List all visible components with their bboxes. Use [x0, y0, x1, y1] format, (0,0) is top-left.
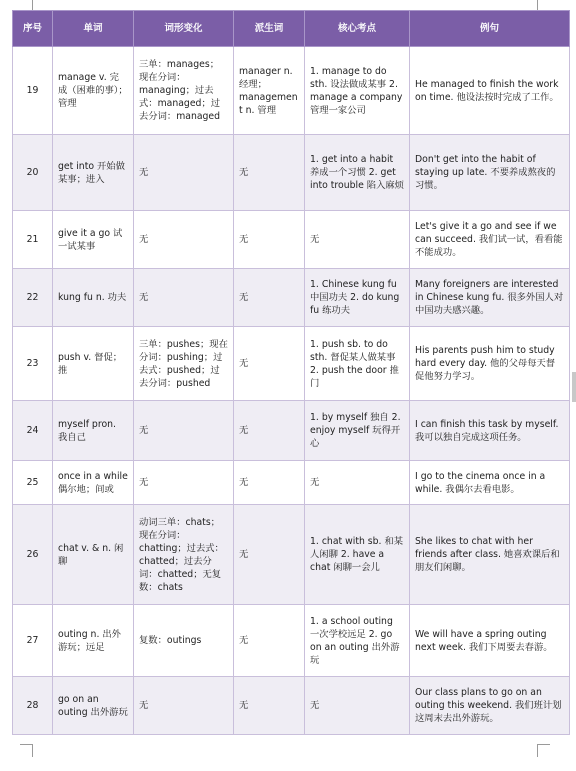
row-points: 1. chat with sb. 和某人闲聊 2. have a chat 闲聊一会儿	[305, 505, 410, 605]
row-index: 19	[13, 47, 53, 135]
row-example: His parents push him to study hard every day. 他的父母每天督促他努力学习。	[410, 327, 570, 401]
table-row	[13, 269, 570, 327]
table-row	[13, 211, 570, 269]
row-derived: 无	[234, 461, 305, 505]
page-corner-mark	[20, 744, 33, 757]
row-forms: 无	[134, 677, 234, 735]
row-example: I can finish this task by myself. 我可以独自完成这项任务。	[410, 401, 570, 461]
table-row	[13, 401, 570, 461]
row-derived: 无	[234, 269, 305, 327]
row-index: 21	[13, 211, 53, 269]
row-forms: 无	[134, 461, 234, 505]
scrollbar-thumb[interactable]	[572, 372, 576, 402]
row-index: 27	[13, 605, 53, 677]
vocabulary-table	[12, 10, 570, 735]
row-points: 1. manage to do sth. 设法做成某事 2. manage a company 管理一家公司	[305, 47, 410, 135]
row-points: 无	[305, 677, 410, 735]
header-derived-words: 派生词	[234, 11, 305, 47]
row-word: kung fu n. 功夫	[53, 269, 134, 327]
page-corner-mark	[537, 744, 550, 757]
row-word: once in a while 偶尔地；间或	[53, 461, 134, 505]
row-forms: 无	[134, 135, 234, 211]
row-word: push v. 督促；推	[53, 327, 134, 401]
row-example: Don't get into the habit of staying up late. 不要养成熬夜的习惯。	[410, 135, 570, 211]
row-derived: 无	[234, 505, 305, 605]
row-derived: 无	[234, 401, 305, 461]
row-forms: 无	[134, 211, 234, 269]
table-row	[13, 605, 570, 677]
row-derived: 无	[234, 677, 305, 735]
header-index: 序号	[13, 11, 53, 47]
table-row	[13, 327, 570, 401]
row-word: get into 开始做某事；进入	[53, 135, 134, 211]
header-example: 例句	[410, 11, 570, 47]
row-forms: 无	[134, 269, 234, 327]
row-index: 26	[13, 505, 53, 605]
row-example: We will have a spring outing next week. 我们下周要去春游。	[410, 605, 570, 677]
row-points: 1. get into a habit 养成一个习惯 2. get into trouble 陷入麻烦	[305, 135, 410, 211]
row-example: He managed to finish the work on time. 他设法按时完成了工作。	[410, 47, 570, 135]
row-index: 23	[13, 327, 53, 401]
row-word: outing n. 出外游玩；远足	[53, 605, 134, 677]
row-example: Our class plans to go on an outing this weekend. 我们班计划这周末去出外游玩。	[410, 677, 570, 735]
row-derived: 无	[234, 327, 305, 401]
header-core-points: 核心考点	[305, 11, 410, 47]
row-index: 20	[13, 135, 53, 211]
row-points: 1. a school outing 一次学校远足 2. go on an outing 出外游玩	[305, 605, 410, 677]
row-example: Many foreigners are interested in Chinese kung fu. 很多外国人对中国功夫感兴趣。	[410, 269, 570, 327]
row-derived: 无	[234, 605, 305, 677]
row-index: 25	[13, 461, 53, 505]
row-forms: 复数：outings	[134, 605, 234, 677]
row-points: 1. Chinese kung fu 中国功夫 2. do kung fu 练功夫	[305, 269, 410, 327]
row-points: 无	[305, 211, 410, 269]
table-header-row	[13, 11, 570, 47]
table-row	[13, 135, 570, 211]
row-derived: 无	[234, 135, 305, 211]
row-forms: 无	[134, 401, 234, 461]
row-points: 无	[305, 461, 410, 505]
row-forms: 三单：manages；现在分词：managing；过去式：managed；过去分词：managed	[134, 47, 234, 135]
table-row	[13, 47, 570, 135]
row-example: Let's give it a go and see if we can succeed. 我们试一试，看看能不能成功。	[410, 211, 570, 269]
header-word-forms: 词形变化	[134, 11, 234, 47]
row-index: 28	[13, 677, 53, 735]
table-row	[13, 677, 570, 735]
row-derived: manager n. 经理；management n. 管理	[234, 47, 305, 135]
row-example: She likes to chat with her friends after class. 她喜欢课后和朋友们闲聊。	[410, 505, 570, 605]
table-row	[13, 461, 570, 505]
row-points: 1. by myself 独自 2. enjoy myself 玩得开心	[305, 401, 410, 461]
row-forms: 三单：pushes；现在分词：pushing；过去式：pushed；过去分词：pushed	[134, 327, 234, 401]
row-word: chat v. & n. 闲聊	[53, 505, 134, 605]
row-word: manage v. 完成（困难的事）；管理	[53, 47, 134, 135]
row-index: 22	[13, 269, 53, 327]
row-word: myself pron. 我自己	[53, 401, 134, 461]
table-row	[13, 505, 570, 605]
row-points: 1. push sb. to do sth. 督促某人做某事 2. push the door 推门	[305, 327, 410, 401]
row-index: 24	[13, 401, 53, 461]
row-word: go on an outing 出外游玩	[53, 677, 134, 735]
row-forms: 动词三单：chats；现在分词：chatting；过去式：chatted；过去分词：chatted；无复数：chats	[134, 505, 234, 605]
row-word: give it a go 试一试某事	[53, 211, 134, 269]
row-derived: 无	[234, 211, 305, 269]
row-example: I go to the cinema once in a while. 我偶尔去看电影。	[410, 461, 570, 505]
header-word: 单词	[53, 11, 134, 47]
